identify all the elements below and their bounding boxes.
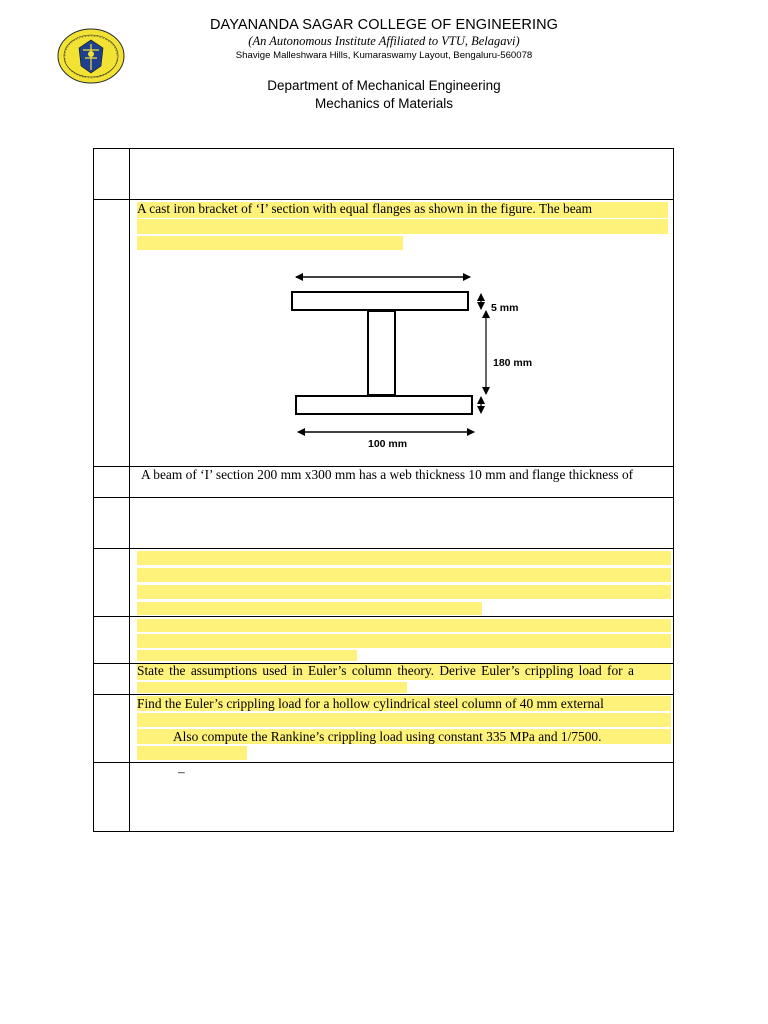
department-name: Department of Mechanical Engineering (267, 78, 501, 93)
course-name: Mechanics of Materials (314, 96, 454, 111)
college-address: Shavige Malleshwara Hills, Kumaraswamy Layout, Bengaluru-560078 (235, 50, 533, 61)
flange-width-label: 100 mm (368, 438, 408, 450)
i-section-diagram (285, 268, 555, 458)
college-name: DAYANANDA SAGAR COLLEGE OF ENGINEERING (209, 17, 559, 33)
table-column-divider (129, 148, 130, 832)
college-affiliation: (An Autonomous Institute Affiliated to VTU, Belagavi) (248, 34, 520, 48)
flange-thickness-label: 5 mm (491, 302, 519, 314)
question-text: A cast iron bracket of ‘I’ section with equal flanges as shown in the figure. The beam (137, 201, 593, 216)
table-row-divider (93, 762, 674, 763)
question-text: A beam of ‘I’ section 200 mm x300 mm has a web thickness 10 mm and flange thickness of (141, 467, 634, 482)
dash-mark: – (178, 764, 185, 779)
question-text: State the assumptions used in Euler’s column theory. Derive Euler’s crippling load for a (137, 663, 634, 678)
table-row-divider (93, 497, 674, 498)
question-text: Also compute the Rankine’s crippling load using constant 335 MPa and 1/7500. (173, 729, 602, 744)
table-row-divider (93, 548, 674, 549)
table-row-divider (93, 694, 674, 695)
web-height-label: 180 mm (493, 357, 533, 369)
question-text: Find the Euler’s crippling load for a hollow cylindrical steel column of 40 mm external (137, 696, 604, 711)
table-row-divider (93, 199, 674, 200)
table-row-divider (93, 616, 674, 617)
